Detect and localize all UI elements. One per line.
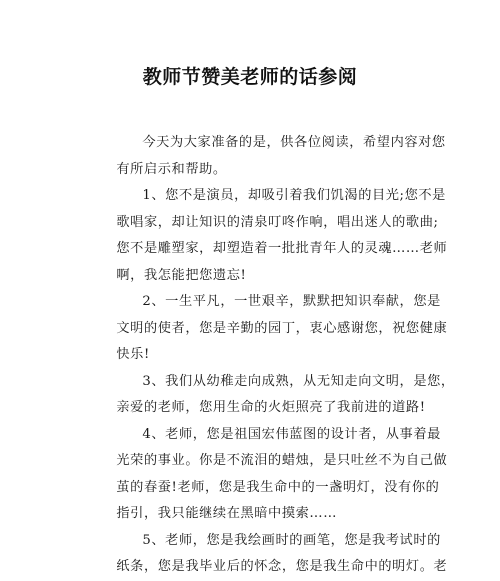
text-line: 啊，我怎能把您遗忘! <box>116 267 247 283</box>
paragraph-intro <box>90 130 446 183</box>
text-line: 歌唱家，却让知识的清泉叮咚作响，唱出迷人的歌曲; <box>116 214 439 230</box>
text-line: 亲爱的老师，您用生命的火炬照亮了我前进的道路! <box>116 400 426 415</box>
text-line: 指引，我只能继续在黑暗中摸索…… <box>116 506 337 521</box>
paragraph-4 <box>90 422 448 528</box>
text-line: 纸条，您是我毕业后的怀念，您是我生命中的明灯。老 <box>116 559 448 574</box>
paragraph-1 <box>90 183 448 289</box>
paragraph-2 <box>90 289 448 369</box>
text-line: 有所启示和帮助。 <box>116 161 227 177</box>
text-line: 4、老师，您是祖国宏伟蓝图的设计者，从事着最 <box>142 426 441 442</box>
text-line: 3、我们从幼稚走向成熟，从无知走向文明，是您， <box>142 373 455 389</box>
document-title: 教师节赞美老师的话参阅 <box>142 66 358 88</box>
text-line: 2、一生平凡，一世艰辛，默默把知识奉献，您是 <box>142 294 441 309</box>
text-line: 5、老师，您是我绘画时的画笔，您是我考试时的 <box>142 532 441 548</box>
document-body <box>90 130 455 581</box>
text-line: 茧的春蚕!老师，您是我生命中的一盏明灯，没有你的 <box>116 479 440 495</box>
text-line: 光荣的事业。你是不流泪的蜡烛，是只吐丝不为自己做 <box>116 453 448 468</box>
text-line: 今天为大家准备的是，供各位阅读，希望内容对您 <box>142 135 446 150</box>
text-line: 文明的使者，您是辛勤的园丁，衷心感谢您，祝您健康 <box>116 320 448 336</box>
paragraph-5 <box>90 528 448 581</box>
paragraph-3 <box>90 369 455 422</box>
text-line: 快乐! <box>116 347 150 362</box>
text-line: 您不是雕塑家，却塑造着一批批青年人的灵魂……老师 <box>116 241 448 256</box>
text-line: 1、您不是演员，却吸引着我们饥渴的目光;您不是 <box>142 188 446 203</box>
